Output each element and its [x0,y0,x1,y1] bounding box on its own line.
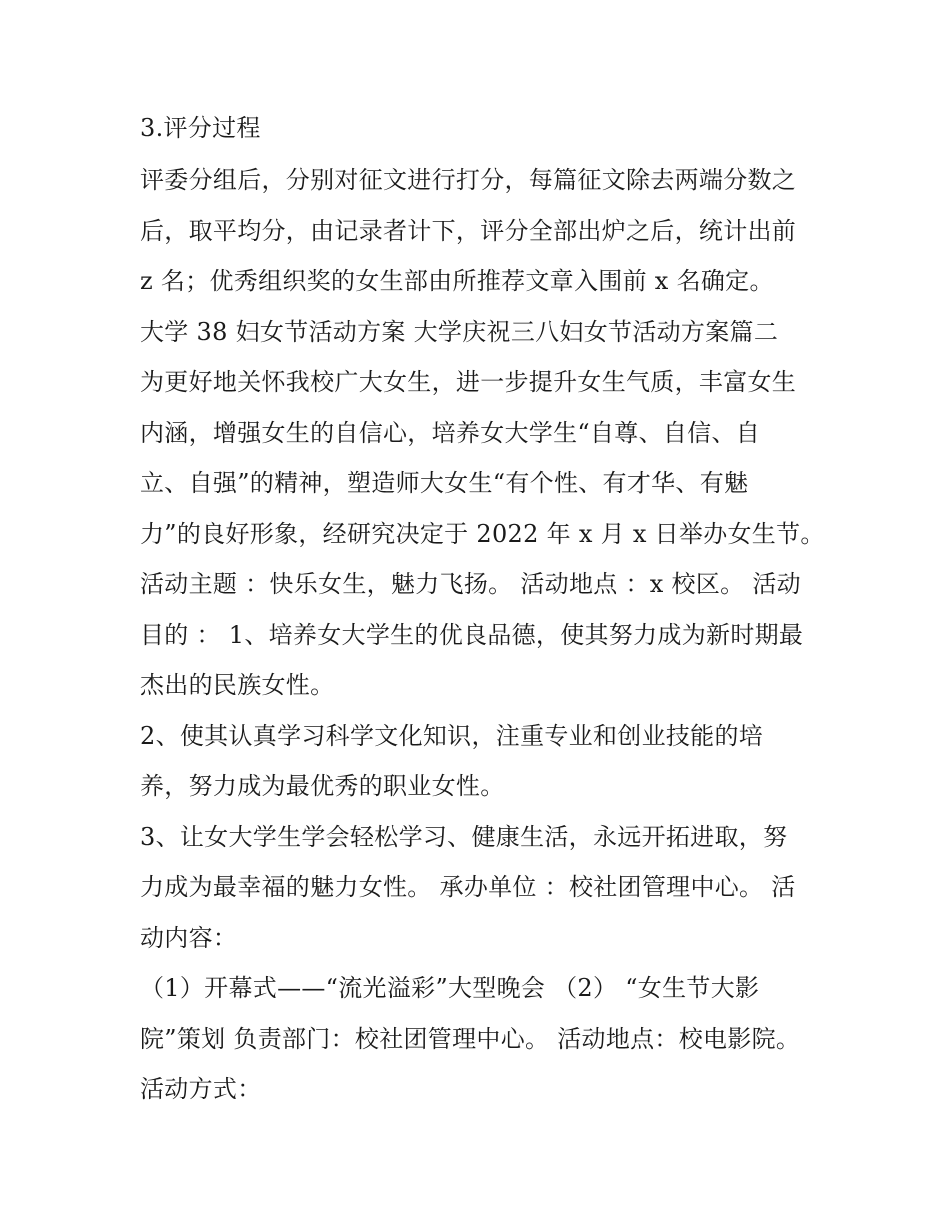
text-line: z 名；优秀组织奖的女生部由所推荐文章入围前 x 名确定。 [140,267,774,295]
text-line: 为更好地关怀我校广大女生，进一步提升女生气质，丰富女生 [140,368,797,396]
text-line: 杰出的民族女性。 [140,671,335,699]
text-line: （1）开幕式——“流光溢彩”大型晚会 （2） “女生节大影 [140,974,760,1002]
text-line: 活动主题 ：快乐女生，魅力飞扬。 活动地点 ：x 校区。 活动 [140,570,801,598]
text-line: 院”策划 负责部门：校社团管理中心。 活动地点：校电影院。 [140,1025,801,1053]
text-line: 评委分组后，分别对征文进行打分，每篇征文除去两端分数之 [140,166,797,194]
text-line: 养，努力成为最优秀的职业女性。 [140,772,505,800]
text-line: 力”的良好形象，经研究决定于 2022 年 x 月 x 日举办女生节。 [140,520,825,548]
text-line: 2、使其认真学习科学文化知识，注重专业和创业技能的培 [140,722,764,750]
text-line: 后，取平均分，由记录者计下，评分全部出炉之后，统计出前 [140,217,797,245]
section-heading: 3.评分过程 [140,114,261,142]
text-line: 3、让女大学生学会轻松学习、健康生活，永远开拓进取，努 [140,823,788,851]
text-line: 力成为最幸福的魅力女性。 承办单位 ：校社团管理中心。 活 [140,873,796,901]
text-line: 动内容： [140,924,238,952]
text-line: 内涵，增强女生的自信心，培养女大学生“自尊、自信、自 [140,419,761,447]
text-line: 立、自强”的精神，塑造师大女生“有个性、有才华、有魅 [140,469,749,497]
text-line: 活动方式： [140,1075,262,1103]
section-title: 大学 38 妇女节活动方案 大学庆祝三八妇女节活动方案篇二 [140,318,779,346]
text-line: 目的 ： 1、培养女大学生的优良品德，使其努力成为新时期最 [140,621,804,649]
